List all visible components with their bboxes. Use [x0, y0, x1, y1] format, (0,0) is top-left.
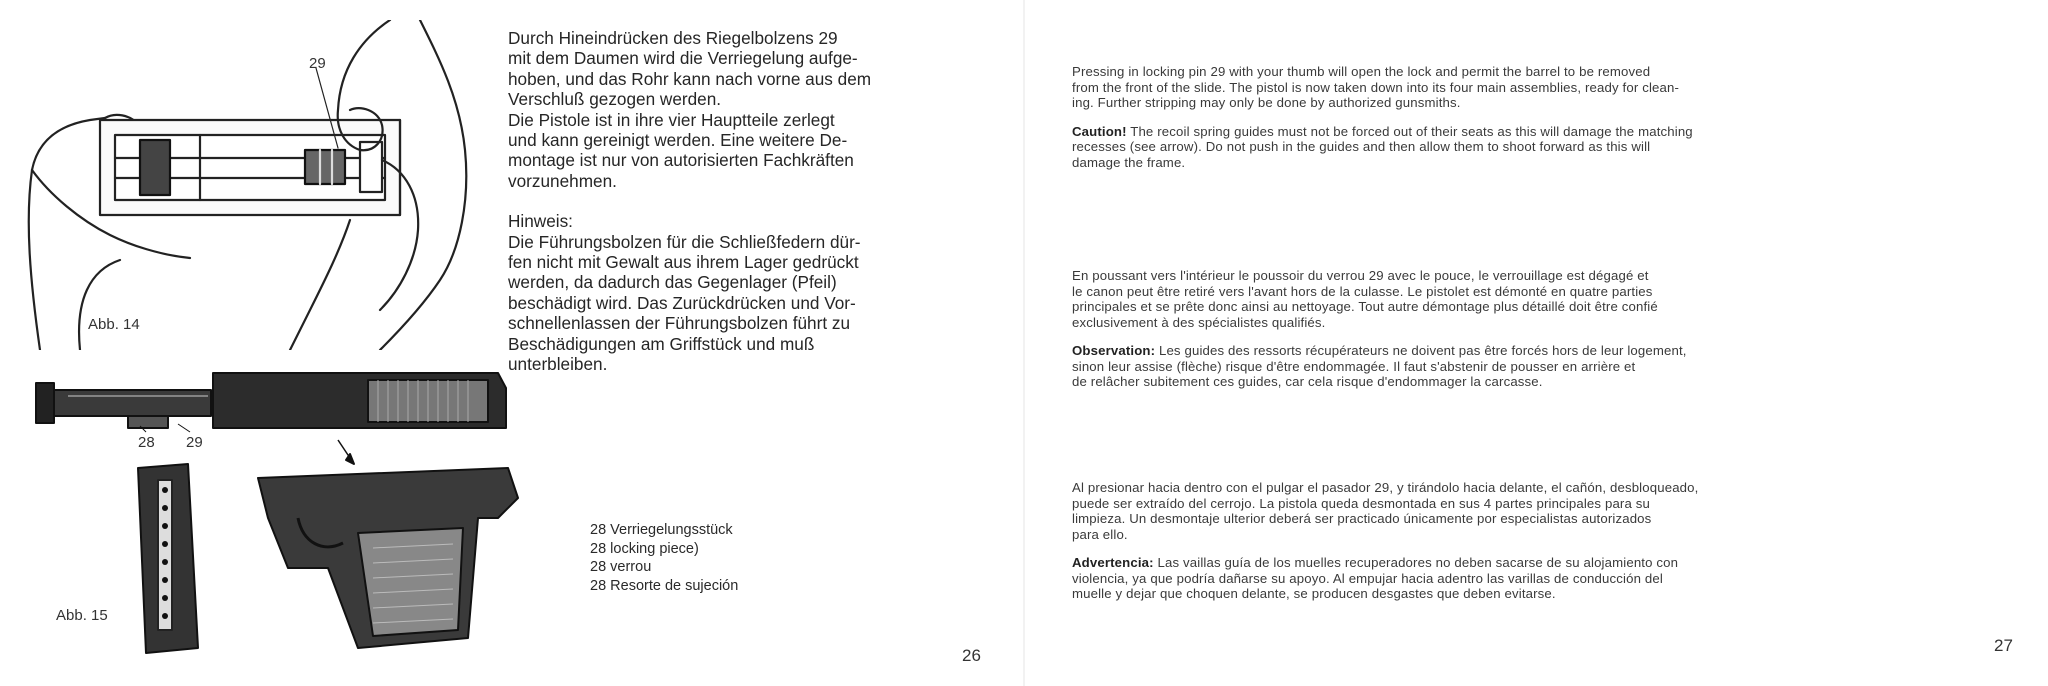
text-line: exclusivement à des spécialistes qualifiés. [1072, 314, 1326, 330]
text-line: para ello. [1072, 526, 1128, 542]
text-line: Pressing in locking pin 29 with your thumb will open the lock and permit the barrel to be removed [1072, 64, 1651, 79]
german-line: mit dem Daumen wird die Verriegelung aufge- [508, 48, 858, 69]
german-line: Die Führungsbolzen für die Schließfedern dür- [508, 231, 861, 252]
german-line: montage ist nur von autorisierten Fachkräften [508, 150, 854, 171]
german-line: fen nicht mit Gewalt aus ihrem Lager gedrückt [508, 252, 859, 273]
text-line: damage the frame. [1072, 154, 1186, 170]
text-line: The recoil spring guides must not be forced out of their seats as this will damage the matching [1126, 123, 1693, 139]
german-line: vorzunehmen. [508, 170, 617, 191]
page-number-left: 26 [962, 646, 981, 665]
text-line: En poussant vers l'intérieur le poussoir du verrou 29 avec le pouce, le verrouillage est dégagé et [1072, 268, 1649, 283]
spanish-warning [1072, 555, 1972, 602]
english-text-block [1072, 64, 1972, 170]
legend-item: 28 Verriegelungsstück [590, 522, 733, 538]
text-line: Las vaillas guía de los muelles recuperadores no deben sacarse de su alojamiento con [1153, 555, 1679, 570]
legend-item: 28 Resorte de sujeción [590, 577, 739, 594]
legend-item: 28 locking piece) [590, 540, 699, 557]
figure-15-label: Abb. 15 [56, 607, 108, 624]
german-line: und kann gereinigt werden. Eine weitere De- [508, 130, 848, 151]
text-line: limpieza. Un desmontaje ulterior deberá ser practicado únicamente por especialistas autorizados [1072, 511, 1652, 526]
german-line: werden, da dadurch das Gegenlager (Pfeil) [508, 272, 837, 293]
text-line: from the front of the slide. The pistol is now taken down into its four main assemblies, ready for clean- [1072, 79, 1680, 95]
text-line: violencia, ya que podría dañarse su apoyo. Al empujar hacia adentro las varillas de conducción del [1072, 570, 1663, 586]
text-line: Les guides des ressorts récupérateurs ne doivent pas être forcés hors de leur logement, [1155, 343, 1687, 358]
text-line: principales et se prête donc ainsi au nettoyage. Tout autre démontage plus détaillé doit être confié [1072, 299, 1658, 314]
text-line: muelle y dejar que choquen delante, se producen desgastes que deben evitarse. [1072, 586, 1556, 601]
legend-item: 28 verrou [590, 559, 652, 575]
page-number-right: 27 [1994, 636, 2013, 655]
german-text-block [508, 28, 963, 375]
text-line: recesses (see arrow). Do not push in the guides and then allow them to shoot forward as this will [1072, 139, 1651, 154]
figure-14-illustration [20, 20, 520, 350]
german-line: Die Pistole ist in ihre vier Hauptteile zerlegt [508, 109, 835, 130]
german-line: Beschädigungen am Griffstück und muß [508, 333, 815, 354]
german-line: schnellenlassen der Führungsbolzen führt zu [508, 313, 851, 334]
french-text-block [1072, 268, 1972, 390]
callout-28: 28 [138, 434, 155, 451]
german-line: hoben, und das Rohr kann nach vorne aus dem [508, 68, 872, 89]
german-line: beschädigt wird. Das Zurückdrücken und Vor- [508, 292, 856, 313]
callout-29-bottom: 29 [186, 434, 203, 451]
spanish-paragraph [1072, 480, 1972, 542]
french-paragraph [1072, 268, 1972, 330]
callout-29-top: 29 [309, 55, 326, 72]
text-line: ing. Further stripping may only be done by authorized gunsmiths. [1072, 95, 1461, 110]
observation-label: Observation: [1072, 343, 1156, 358]
text-line: sinon leur assise (flèche) risque d'être endommagée. Il faut s'abstenir de pousser en arrière et [1072, 358, 1636, 374]
parts-legend [590, 521, 738, 595]
text-line: Al presionar hacia dentro con el pulgar el pasador 29, y tirándolo hacia delante, el cañón, desbloqueado, [1072, 480, 1699, 495]
german-line: Durch Hineindrücken des Riegelbolzens 29 [508, 28, 838, 48]
text-line: le canon peut être retiré vers l'avant hors de la culasse. Le pistolet est démonté en quatre parties [1072, 283, 1653, 299]
warning-label: Advertencia: [1072, 555, 1154, 570]
text-line: puede ser extraído del cerrojo. La pistola queda desmontada en sus 4 partes principales para su [1072, 495, 1651, 511]
english-caution [1072, 124, 1972, 171]
german-note-heading: Hinweis: [508, 211, 573, 232]
text-line: de relâcher subitement ces guides, car cela risque d'endommager la carcasse. [1072, 374, 1543, 389]
spanish-text-block [1072, 480, 1972, 602]
figure-14-label: Abb. 14 [88, 316, 140, 333]
german-line: unterbleiben. [508, 354, 608, 375]
french-observation [1072, 343, 1972, 390]
german-line: Verschluß gezogen werden. [508, 89, 722, 110]
english-paragraph [1072, 64, 1972, 111]
caution-label: Caution! [1072, 123, 1127, 139]
